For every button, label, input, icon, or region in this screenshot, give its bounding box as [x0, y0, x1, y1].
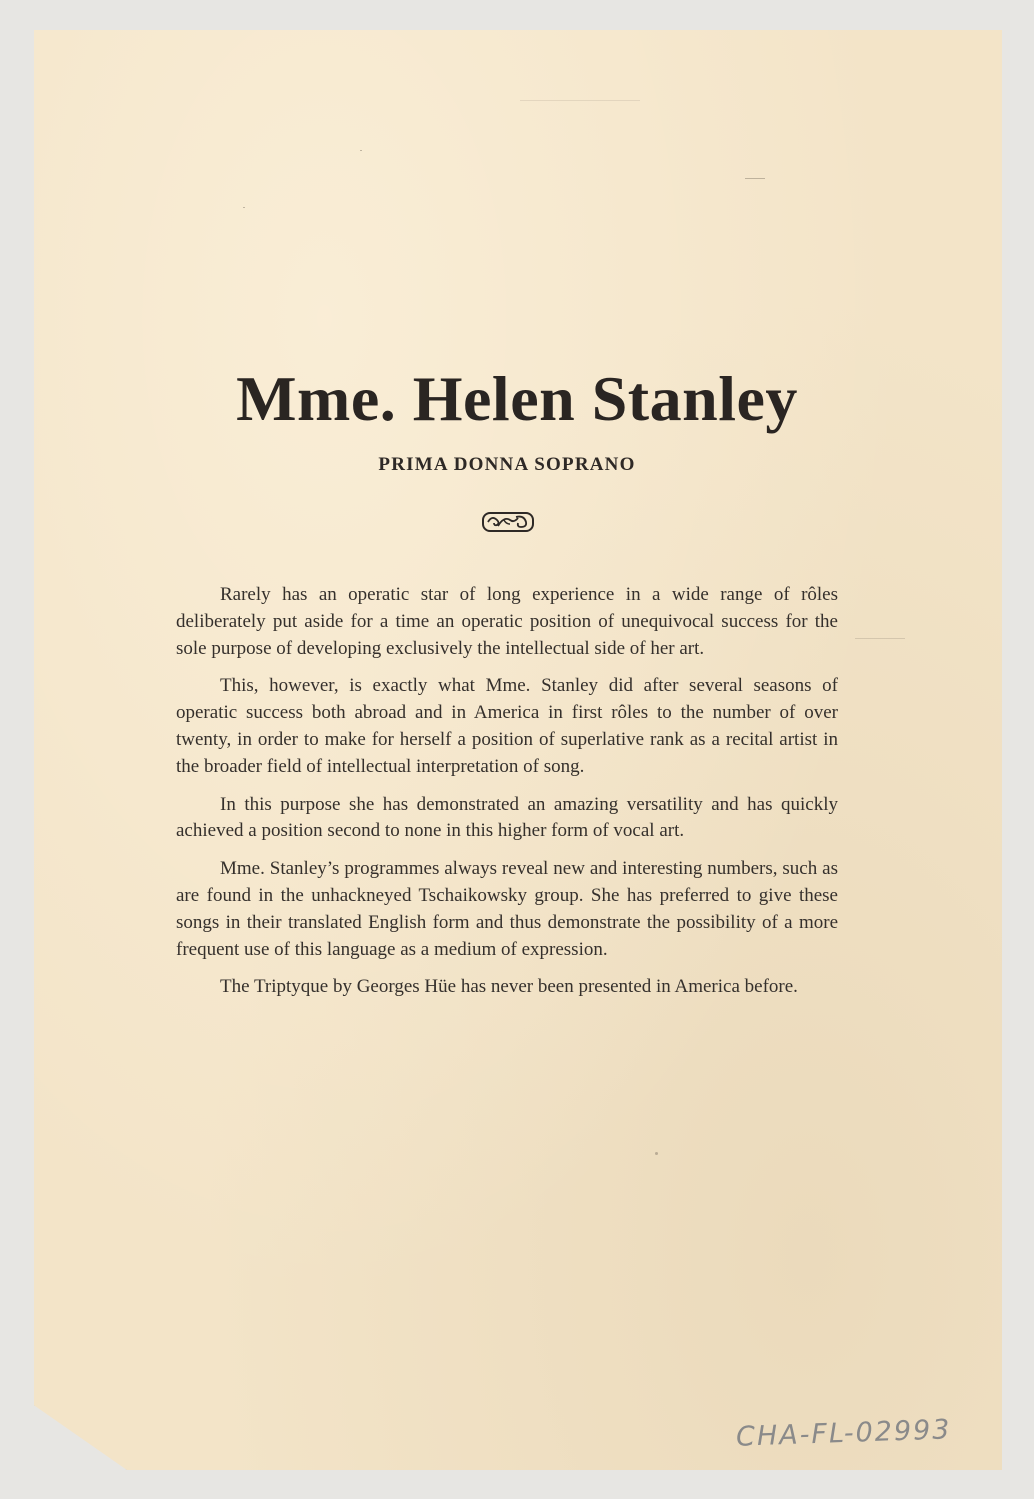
paragraph-3: In this purpose she has demonstrated an amazing versatility and has quickly achieved a position second to none in this higher form of vocal art.	[176, 793, 838, 842]
page-subtitle: PRIMA DONNA SOPRANO	[378, 454, 636, 475]
paragraph-1: Rarely has an operatic star of long experience in a wide range of rôles deliberately put aside for a time an operatic position of unequivocal success for the sole purpose of developing exclusively the intellectual side of her art.	[176, 584, 838, 659]
page-title: Mme. Helen Stanley	[236, 363, 798, 434]
catalog-number: CHA-FL-02993	[735, 1414, 952, 1453]
paper-speck	[520, 100, 640, 101]
paragraph-5: The Triptyque by Georges Hüe has never been presented in America before.	[220, 976, 798, 998]
paper-speck	[360, 150, 362, 151]
paper-speck	[655, 1152, 658, 1155]
body-text	[176, 582, 838, 1012]
paper-speck	[855, 638, 905, 639]
paragraph-2: This, however, is exactly what Mme. Stanley did after several seasons of operatic success both abroad and in America in first rôles to the number of over twenty, in order to make for herself a position of superlative rank as a recital artist in the broader field of intellectual interpretation of song.	[176, 675, 838, 777]
paper-speck	[745, 178, 765, 179]
scroll-ornament-icon	[480, 508, 536, 536]
paper-speck	[243, 207, 245, 208]
paragraph-4: Mme. Stanley’s programmes always reveal new and interesting numbers, such as are found in the unhackneyed Tschaikowsky group. She has preferred to give these songs in their translated English form and thus demonstrate the possibility of a more frequent use of this language as a medium of expression.	[176, 858, 838, 960]
